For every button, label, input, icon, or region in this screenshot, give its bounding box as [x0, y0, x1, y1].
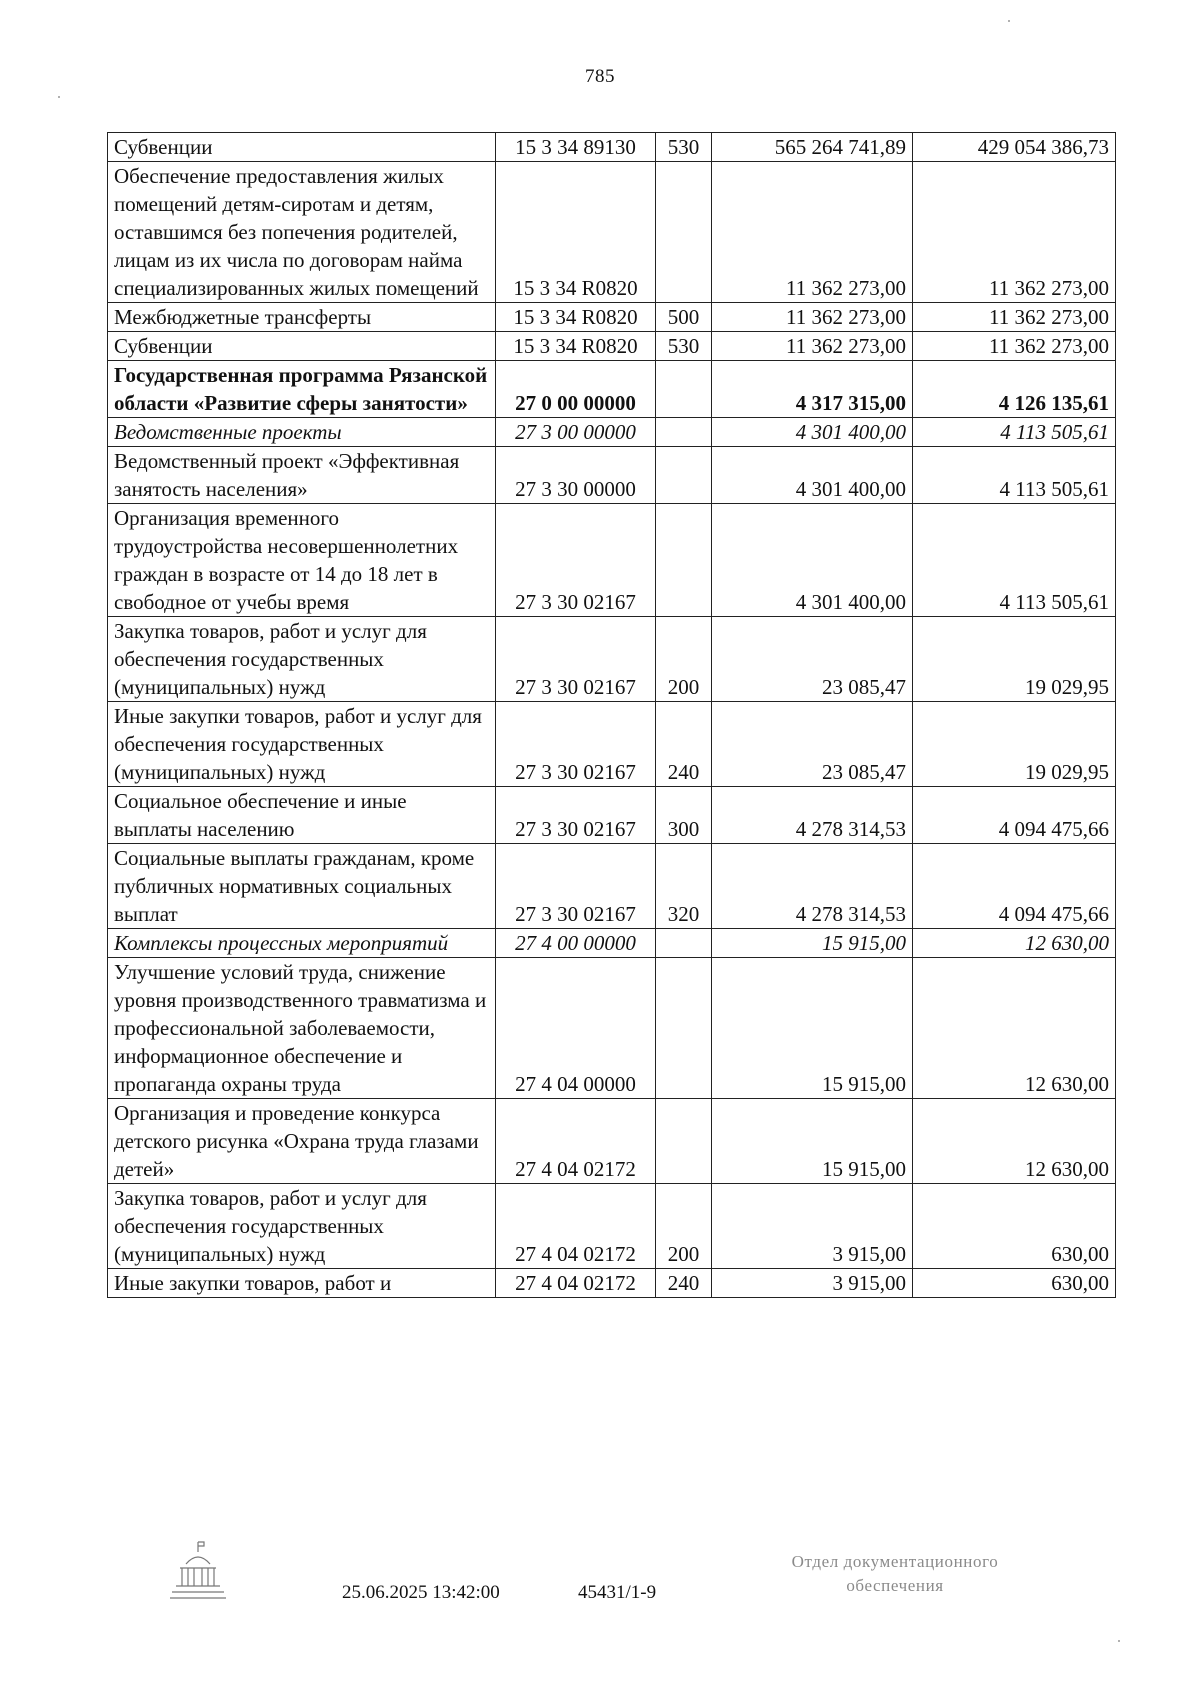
- row-amount-executed-cell: 4 113 505,61: [913, 447, 1116, 504]
- row-name-cell: Организация временного трудоустройства несовершеннолетних граждан в возрасте от 14 до 18 лет в свободное от учебы время: [108, 504, 496, 617]
- row-code-cell: 27 0 00 00000: [496, 361, 656, 418]
- table-row: [108, 844, 1116, 929]
- table-row: [108, 447, 1116, 504]
- row-code-cell: 27 3 30 00000: [496, 447, 656, 504]
- table-row: [108, 1269, 1116, 1298]
- row-name-cell: Закупка товаров, работ и услуг для обеспечения государственных (муниципальных) нужд: [108, 1184, 496, 1269]
- row-amount-executed-cell: 12 630,00: [913, 1099, 1116, 1184]
- row-amount-planned-cell: 11 362 273,00: [712, 162, 913, 303]
- row-amount-executed-cell: 12 630,00: [913, 929, 1116, 958]
- row-name-cell: Комплексы процессных мероприятий: [108, 929, 496, 958]
- table-row: [108, 787, 1116, 844]
- row-code-cell: 27 3 30 02167: [496, 617, 656, 702]
- row-amount-planned-cell: 3 915,00: [712, 1184, 913, 1269]
- row-name-cell: Улучшение условий труда, снижение уровня производственного травматизма и профессиональной заболеваемости, информационное обеспечение и пропаганда охраны труда: [108, 958, 496, 1099]
- footer-date: 25.06.2025 13:42:00: [342, 1582, 500, 1603]
- row-amount-executed-cell: 630,00: [913, 1269, 1116, 1298]
- row-amount-planned-cell: 15 915,00: [712, 1099, 913, 1184]
- table-row: [108, 332, 1116, 361]
- table-row: [108, 929, 1116, 958]
- row-expense-type-cell: 530: [656, 133, 712, 162]
- row-amount-executed-cell: 4 094 475,66: [913, 787, 1116, 844]
- row-name-cell: Обеспечение предоставления жилых помещений детям-сиротам и детям, оставшимся без попечения родителей, лицам из их числа по договорам найма специализированных жилых помещений: [108, 162, 496, 303]
- table-row: [108, 162, 1116, 303]
- row-expense-type-cell: 240: [656, 1269, 712, 1298]
- row-expense-type-cell: 240: [656, 702, 712, 787]
- row-code-cell: 27 3 30 02167: [496, 844, 656, 929]
- row-amount-planned-cell: 4 278 314,53: [712, 787, 913, 844]
- stamp-line-1: Отдел документационного: [791, 1552, 999, 1571]
- row-amount-executed-cell: 11 362 273,00: [913, 162, 1116, 303]
- table-row: [108, 1184, 1116, 1269]
- row-amount-planned-cell: 4 301 400,00: [712, 418, 913, 447]
- table-row: [108, 1099, 1116, 1184]
- row-amount-planned-cell: 23 085,47: [712, 702, 913, 787]
- row-amount-executed-cell: 630,00: [913, 1184, 1116, 1269]
- row-expense-type-cell: [656, 929, 712, 958]
- duma-logo-icon: [168, 1540, 228, 1602]
- row-amount-executed-cell: 4 126 135,61: [913, 361, 1116, 418]
- row-name-cell: Закупка товаров, работ и услуг для обеспечения государственных (муниципальных) нужд: [108, 617, 496, 702]
- row-amount-planned-cell: 15 915,00: [712, 929, 913, 958]
- scan-speck: [1118, 1640, 1120, 1642]
- row-expense-type-cell: [656, 1099, 712, 1184]
- row-name-cell: Межбюджетные трансферты: [108, 303, 496, 332]
- budget-table: [107, 132, 1116, 1298]
- row-expense-type-cell: [656, 418, 712, 447]
- row-code-cell: 15 3 34 89130: [496, 133, 656, 162]
- row-name-cell: Иные закупки товаров, работ и: [108, 1269, 496, 1298]
- row-code-cell: 27 3 30 02167: [496, 504, 656, 617]
- row-name-cell: Государственная программа Рязанской области «Развитие сферы занятости»: [108, 361, 496, 418]
- row-amount-executed-cell: 11 362 273,00: [913, 303, 1116, 332]
- row-expense-type-cell: 500: [656, 303, 712, 332]
- row-name-cell: Социальное обеспечение и иные выплаты населению: [108, 787, 496, 844]
- row-amount-executed-cell: 429 054 386,73: [913, 133, 1116, 162]
- scan-speck: [1008, 20, 1010, 22]
- stamp-line-2: обеспечения: [846, 1576, 944, 1595]
- row-code-cell: 27 4 04 00000: [496, 958, 656, 1099]
- row-code-cell: 15 3 34 R0820: [496, 332, 656, 361]
- row-amount-planned-cell: 4 301 400,00: [712, 504, 913, 617]
- row-code-cell: 27 3 00 00000: [496, 418, 656, 447]
- row-amount-planned-cell: 4 317 315,00: [712, 361, 913, 418]
- row-code-cell: 27 4 04 02172: [496, 1184, 656, 1269]
- row-code-cell: 27 4 04 02172: [496, 1269, 656, 1298]
- row-name-cell: Организация и проведение конкурса детского рисунка «Охрана труда глазами детей»: [108, 1099, 496, 1184]
- row-expense-type-cell: [656, 504, 712, 617]
- row-amount-planned-cell: 3 915,00: [712, 1269, 913, 1298]
- row-name-cell: Субвенции: [108, 332, 496, 361]
- row-amount-planned-cell: 15 915,00: [712, 958, 913, 1099]
- row-amount-executed-cell: 12 630,00: [913, 958, 1116, 1099]
- row-amount-planned-cell: 23 085,47: [712, 617, 913, 702]
- row-name-cell: Ведомственные проекты: [108, 418, 496, 447]
- row-expense-type-cell: 530: [656, 332, 712, 361]
- row-amount-planned-cell: 4 278 314,53: [712, 844, 913, 929]
- table-row: [108, 418, 1116, 447]
- table-row: [108, 702, 1116, 787]
- row-amount-executed-cell: 19 029,95: [913, 617, 1116, 702]
- row-code-cell: 27 4 00 00000: [496, 929, 656, 958]
- footer: [0, 1540, 1200, 1620]
- row-expense-type-cell: 300: [656, 787, 712, 844]
- table-row: [108, 504, 1116, 617]
- row-expense-type-cell: [656, 958, 712, 1099]
- row-name-cell: Ведомственный проект «Эффективная занятость населения»: [108, 447, 496, 504]
- row-expense-type-cell: 200: [656, 1184, 712, 1269]
- budget-table-body: [108, 133, 1116, 1298]
- row-name-cell: Социальные выплаты гражданам, кроме публичных нормативных социальных выплат: [108, 844, 496, 929]
- row-amount-executed-cell: 4 094 475,66: [913, 844, 1116, 929]
- row-amount-executed-cell: 4 113 505,61: [913, 504, 1116, 617]
- row-expense-type-cell: [656, 361, 712, 418]
- table-row: [108, 958, 1116, 1099]
- table-row: [108, 133, 1116, 162]
- table-row: [108, 303, 1116, 332]
- row-name-cell: Субвенции: [108, 133, 496, 162]
- row-amount-planned-cell: 4 301 400,00: [712, 447, 913, 504]
- footer-document-number: 45431/1-9: [578, 1582, 657, 1603]
- table-row: [108, 361, 1116, 418]
- row-amount-executed-cell: 4 113 505,61: [913, 418, 1116, 447]
- department-stamp: [735, 1550, 1055, 1598]
- row-expense-type-cell: 320: [656, 844, 712, 929]
- row-amount-executed-cell: 11 362 273,00: [913, 332, 1116, 361]
- scan-speck: [58, 96, 60, 98]
- row-amount-planned-cell: 11 362 273,00: [712, 332, 913, 361]
- row-code-cell: 27 4 04 02172: [496, 1099, 656, 1184]
- row-amount-executed-cell: 19 029,95: [913, 702, 1116, 787]
- row-amount-planned-cell: 11 362 273,00: [712, 303, 913, 332]
- row-code-cell: 27 3 30 02167: [496, 702, 656, 787]
- row-expense-type-cell: [656, 447, 712, 504]
- row-name-cell: Иные закупки товаров, работ и услуг для обеспечения государственных (муниципальных) нужд: [108, 702, 496, 787]
- row-code-cell: 15 3 34 R0820: [496, 162, 656, 303]
- table-row: [108, 617, 1116, 702]
- row-expense-type-cell: [656, 162, 712, 303]
- row-amount-planned-cell: 565 264 741,89: [712, 133, 913, 162]
- page-number: 785: [585, 66, 615, 87]
- row-code-cell: 15 3 34 R0820: [496, 303, 656, 332]
- row-code-cell: 27 3 30 02167: [496, 787, 656, 844]
- row-expense-type-cell: 200: [656, 617, 712, 702]
